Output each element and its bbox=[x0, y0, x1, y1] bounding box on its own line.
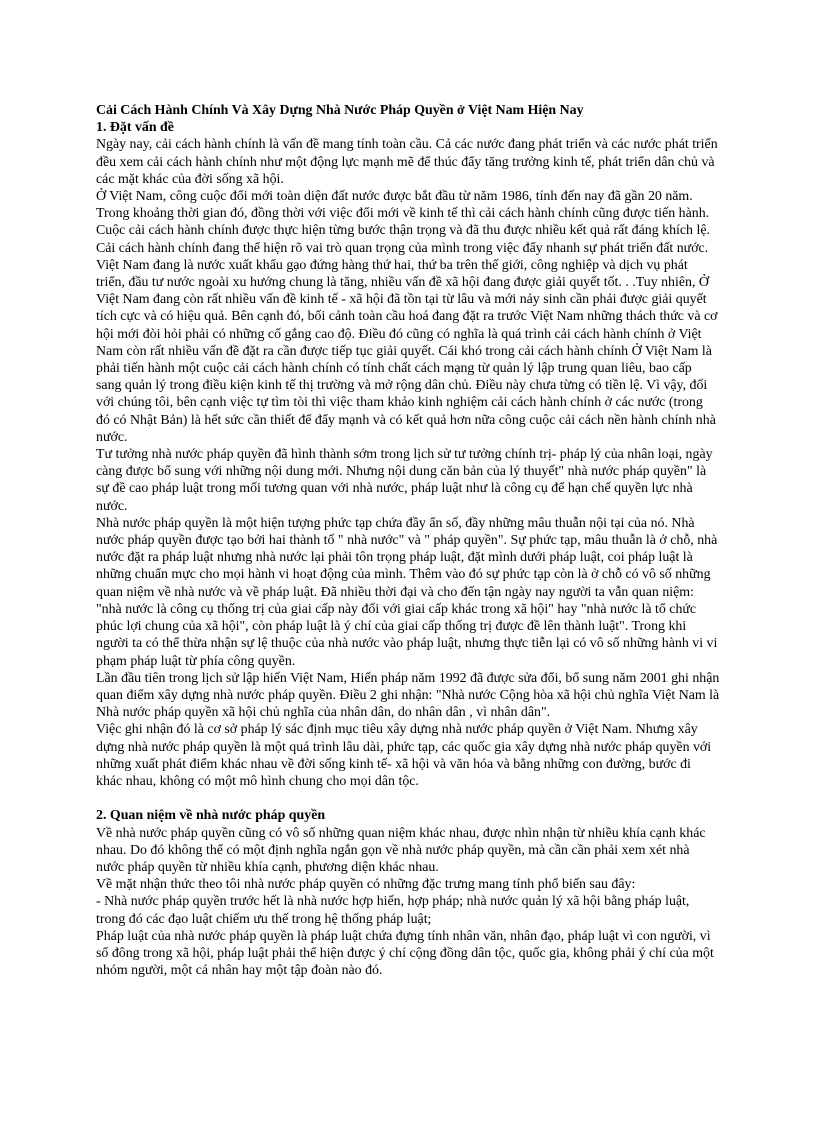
section-1-paragraph: Ngày nay, cải cách hành chính là vấn đề mang tính toàn cầu. Cả các nước đang phát triển và các nước phát triển đều xem cải cách hành chính như một động lực mạnh mẽ để thúc đẩy tăng trưởng kinh tế, phát triển dân chủ và các mặt khác của đời sống xã hội. bbox=[96, 137, 718, 187]
section-2-paragraph: Về mặt nhận thức theo tôi nhà nước pháp quyền có những đặc trưng mang tính phổ biến sau đây: bbox=[96, 877, 636, 893]
section-2-heading: 2. Quan niệm về nhà nước pháp quyền bbox=[96, 808, 326, 824]
section-1-heading: 1. Đặt vấn đề bbox=[96, 120, 174, 136]
document-page bbox=[96, 102, 720, 979]
section-2-paragraph: Pháp luật của nhà nước pháp quyền là pháp luật chứa đựng tính nhân văn, nhân đạo, pháp luật vì con người, vì số đông trong xã hội, pháp luật phải thể hiện được ý chí cộng đồng dân tộc, quốc gia, không phải ý chí của một nhóm người, một cá nhân hay một tập đoàn nào đó. bbox=[96, 928, 714, 979]
section-1-paragraph: Nhà nước pháp quyền là một hiện tượng phức tạp chứa đầy ẩn số, đầy những mâu thuẫn nội tại của nó. Nhà nước pháp quyền được tạo bởi hai thành tố " nhà nước" và " pháp quyền". Sự phức tạp, mâu thuẫn là ở chỗ, nhà nước đặt ra pháp luật nhưng nhà nước lại phải tôn trọng pháp luật, đặt mình dưới pháp luật, coi pháp luật là những chuẩn mực cho mọi hành vi hoạt động của mình. Thêm vào đó sự phức tạp còn là ở chỗ có vô số những quan niệm về nhà nước và về pháp luật. Đã nhiều thời đại và cho đến tận ngày nay người ta vẫn quan niệm: "nhà nước là công cụ thống trị của giai cấp này đối với giai cấp khác trong xã hội" hay "nhà nước là tổ chức phúc lợi chung của xã hội", còn pháp luật là ý chí của giai cấp thống trị được đề lên thành luật". Trong khi người ta có thể thừa nhận sự lệ thuộc của nhà nước vào pháp luật, nhưng thực tiễn lại có vô số những hành vi vi phạm pháp luật từ phía công quyền. bbox=[96, 515, 718, 669]
section-1-paragraph: Lần đầu tiên trong lịch sử lập hiến Việt Nam, Hiến pháp năm 1992 đã được sửa đổi, bổ sung năm 2001 ghi nhận quan điểm xây dựng nhà nước pháp quyền. Điều 2 ghi nhận: "Nhà nước Cộng hòa xã hội chủ nghĩa Việt Nam là Nhà nước pháp quyền xã hội chủ nghĩa của nhân dân, do nhân dân , vì nhân dân". bbox=[96, 670, 720, 721]
section-1-paragraph: Tư tưởng nhà nước pháp quyền đã hình thành sớm trong lịch sử tư tưởng chính trị- pháp lý của nhân loại, ngày càng được bổ sung với những nội dung mới. Nhưng nội dung căn bản của lý thuyết" nhà nước pháp quyền" là sự đề cao pháp luật trong mối tương quan với nhà nước, pháp luật như là công cụ để hạn chế quyền lực nhà nước. bbox=[96, 447, 713, 514]
section-1-paragraph: Ở Việt Nam, công cuộc đổi mới toàn diện đất nước được bắt đầu từ năm 1986, tính đến nay đã gần 20 năm. Trong khoảng thời gian đó, đồng thời với việc đổi mới về kinh tế thì cải cách hành chính cũng được tiến hành. Cuộc cải cách hành chính được thực hiện từng bước thận trọng và đã thu được nhiều kết quả rất đáng khích lệ. Cải cách hành chính đang thể hiện rõ vai trò quan trọng của mình trong việc đẩy nhanh sự phát triển đất nước. Việt Nam đang là nước xuất khẩu gạo đứng hàng thứ hai, thứ ba trên thế giới, công nghiệp và dịch vụ phát triển, đầu tư nước ngoài xu hướng chung là tăng, nhiều vấn đề xã hội đang được giải quyết tốt. . .Tuy nhiên, Ở Việt Nam đang còn rất nhiều vấn đề kinh tế - xã hội đã tồn tại từ lâu và mới nảy sinh cần phải được giải quyết tích cực và có hiệu quả. Bên cạnh đó, bối cảnh toàn cầu hoá đang đặt ra trước Việt Nam những thách thức và cơ hội mới đòi hỏi phải có những cố gắng cao độ. Điều đó cũng có nghĩa là quá trình cải cách hành chính ở Việt Nam còn rất nhiều vấn đề đặt ra cần được tiếp tục giải quyết. Cái khó trong cải cách hành chính Ở Việt Nam là phải tiến hành một cuộc cải cách hành chính có tính chất cách mạng từ quản lý lập trung quan liêu, bao cấp sang quản lý trong điều kiện kinh tế thị trường và mở rộng dân chủ. Điều này chưa từng có tiền lệ. Vì vậy, đối với chúng tôi, bên cạnh việc tự tìm tòi thì việc tham khảo kinh nghiệm cải cách hành chính ở các nước (trong đó có Nhật Bản) là hết sức cần thiết để đẩy mạnh và có kết quả hơn nữa công cuộc cải cách nền hành chính nhà nước. bbox=[96, 189, 718, 445]
section-spacer bbox=[96, 790, 720, 807]
section-2-list-item: - Nhà nước pháp quyền trước hết là nhà nước hợp hiến, hợp pháp; nhà nước quản lý xã hội bằng pháp luật, trong đó các đạo luật chiếm ưu thế trong hệ thống pháp luật; bbox=[96, 894, 690, 927]
section-2-paragraph: Về nhà nước pháp quyền cũng có vô số những quan niệm khác nhau, được nhìn nhận từ nhiều khía cạnh khác nhau. Do đó không thể có một định nghĩa ngắn gọn về nhà nước pháp quyền, mà cần cần phải xem xét nhà nước pháp quyền từ nhiều khía cạnh, phương diện khác nhau. bbox=[96, 825, 706, 875]
section-1-paragraph: Việc ghi nhận đó là cơ sở pháp lý sác định mục tiêu xây dựng nhà nước pháp quyền ở Việt Nam. Nhưng xây dựng nhà nước pháp quyền là một quá trình lâu dài, phức tạp, các quốc gia xây dựng nhà nước pháp quyền với những xuất phát điểm khác nhau về đời sống kinh tế- xã hội và văn hóa và bằng những con đường, bước đi khác nhau, không có một mô hình chung cho mọi dân tộc. bbox=[96, 722, 712, 789]
document-title: Cải Cách Hành Chính Và Xây Dựng Nhà Nước Pháp Quyền ở Việt Nam Hiện Nay bbox=[96, 103, 584, 118]
